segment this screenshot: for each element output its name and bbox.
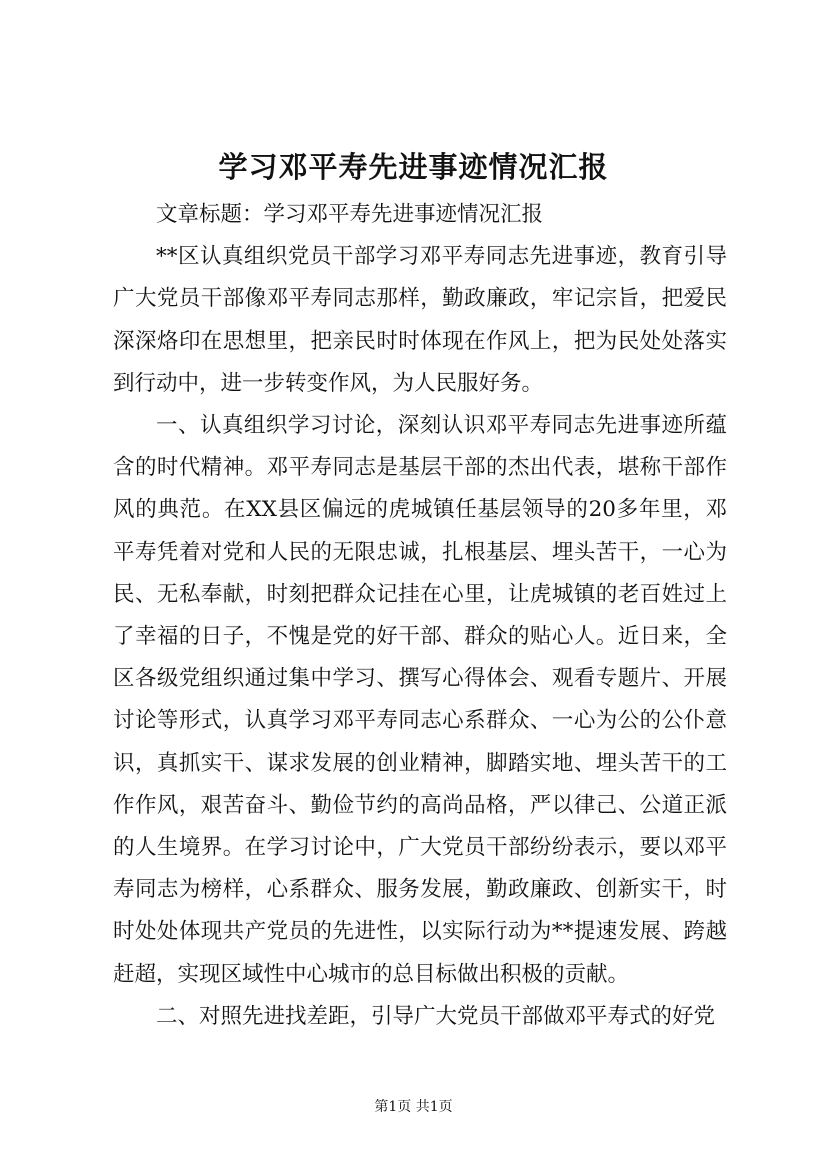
article-title-line: 文章标题：学习邓平寿先进事迹情况汇报 <box>156 202 544 227</box>
document-body <box>113 194 727 1038</box>
section-one-paragraph: 一、认真组织学习讨论，深刻认识邓平寿同志先进事迹所蕴含的时代精神。邓平寿同志是基层干部的杰出代表，堪称干部作风的典范。在XX县区偏远的虎城镇任基层领导的20多年里，邓平寿凭着对党和人民的无限忠诚，扎根基层、埋头苦干，一心为民、无私奉献，时刻把群众记挂在心里，让虎城镇的老百姓过上了幸福的日子，不愧是党的好干部、群众的贴心人。近日来，全区各级党组织通过集中学习、撰写心得体会、观看专题片、开展讨论等形式，认真学习邓平寿同志心系群众、一心为公的公仆意识，真抓实干、谋求发展的创业精神，脚踏实地、埋头苦干的工作作风，艰苦奋斗、勤俭节约的高尚品格，严以律己、公道正派的人生境界。在学习讨论中，广大党员干部纷纷表示，要以邓平寿同志为榜样，心系群众、服务发展，勤政廉政、创新实干，时时处处体现共产党员的先进性，以实际行动为**提速发展、跨越赶超，实现区域性中心城市的总目标做出积极的贡献。 <box>113 413 727 987</box>
section-two-paragraph: 二、对照先进找差距，引导广大党员干部做邓平寿式的好党 <box>156 1003 716 1029</box>
document-title: 学习邓平寿先进事迹情况汇报 <box>218 150 609 184</box>
page-footer: 第1页 共1页 <box>374 1099 453 1115</box>
intro-paragraph: **区认真组织党员干部学习邓平寿同志先进事迹，教育引导广大党员干部像邓平寿同志那样，勤政廉政，牢记宗旨，把爱民深深烙印在思想里，把亲民时时体现在作风上，把为民处处落实到行动中，进一步转变作风，为人民服好务。 <box>113 244 727 396</box>
